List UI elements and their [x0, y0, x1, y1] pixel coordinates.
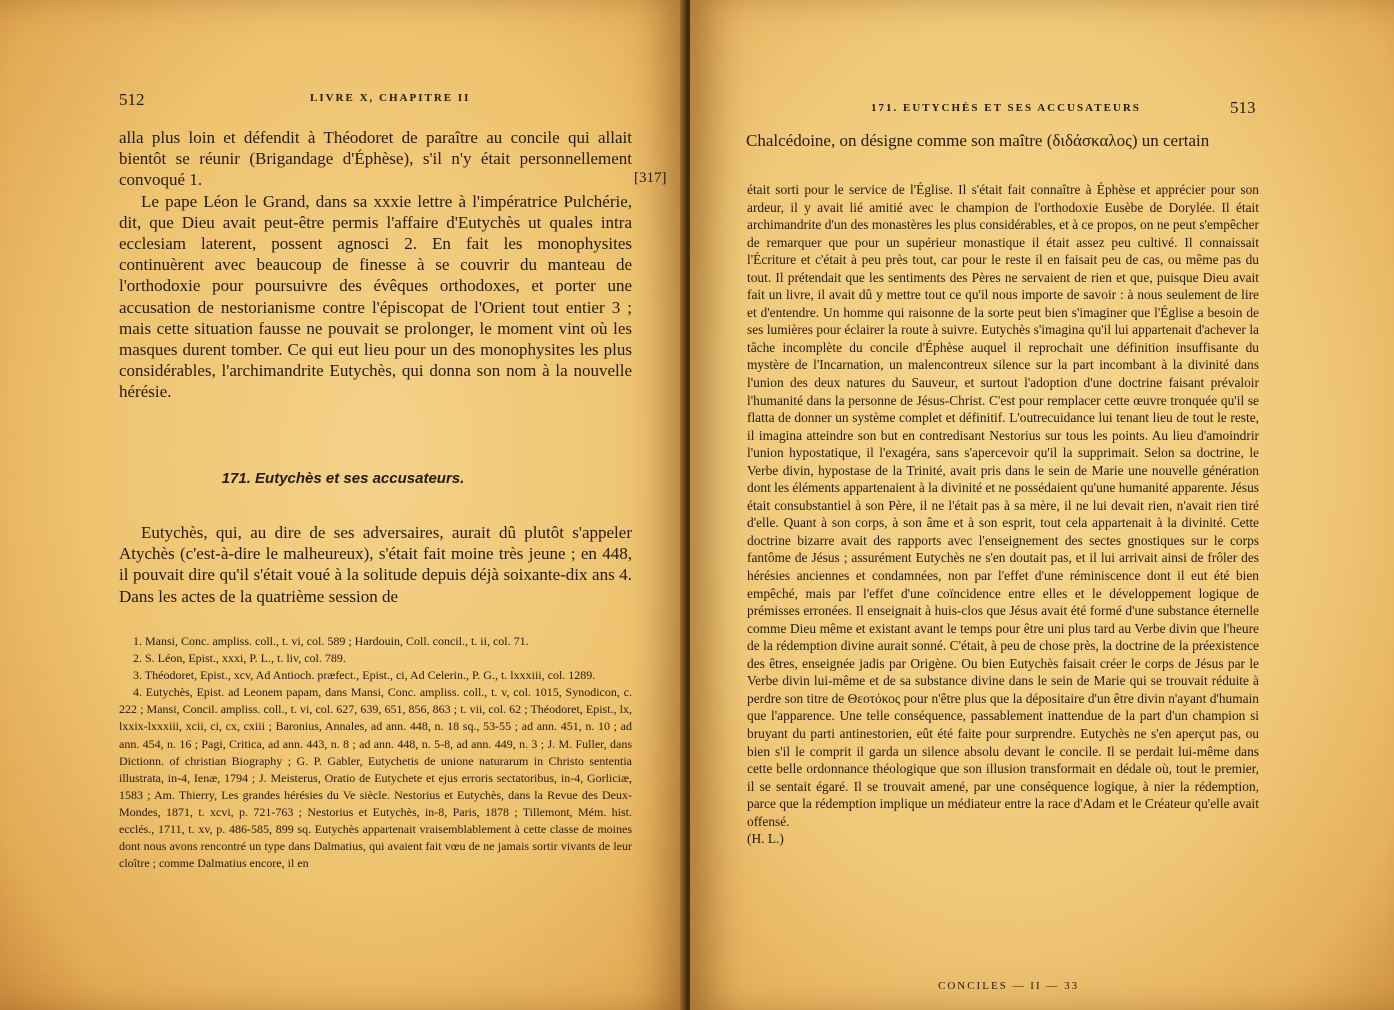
running-head: 171. EUTYCHÈS ET SES ACCUSATEURS — [871, 102, 1141, 114]
small-print-paragraph — [747, 181, 1259, 848]
author-signature: (H. L.) — [747, 831, 784, 847]
footnote-4: 4. Eutychès, Epist. ad Leonem papam, dans Mansi, Conc. ampliss. coll., t. v, col. 1015, Synodicon, c. 222 ; Mansi, Concil. ampliss. coll., t. vi, col. 627, 639, 651, 856, 863 ; t. vii, col. 62 ; Théodoret, Epist., lx, lxxix-lxxxiii, xcii, ci, cx, cxiii ; Baronius, Annales, ad ann. 448, n. 18 sq., 53-55 ; ad ann. 451, n. 10 ; ad ann. 454, n. 16 ; Pagi, Critica, ad ann. 443, n. 8 ; ad ann. 448, n. 5-8, ad ann. 449, n. 3 ; J. M. Fuller, dans Dictionn. of christian Biography ; G. P. Gabler, Eutychetis de unione naturarum in Christo sententia illustrata, in-4, Ienæ, 1794 ; J. Meisterus, Oratio de Eutychete et ejus erroris sectatoribus, in-4, Gorliciæ, 1583 ; Am. Thierry, Les grandes hérésies du Ve siècle. Nestorius et Eutychès, dans la Revue des Deux-Mondes, 1871, t. xcvi, p. 721-763 ; Nestorius et Eutychès, in-8, Paris, 1878 ; Tillemont, Mém. hist. ecclés., 1711, t. xv, p. 486-585, 899 sq. Eutychès appartenait vraisemblablement à cette classe de moines dont nous avons rencontré un type dans Dalmatius, qui avaient fait vœu de ne jamais sortir vivants de leur cloître ; comme Dalmatius encore, il en — [119, 685, 632, 871]
footnote-2: 2. S. Léon, Epist., xxxi, P. L., t. liv, col. 789. — [133, 651, 346, 666]
footnote-1: 1. Mansi, Conc. ampliss. coll., t. vi, col. 589 ; Hardouin, Coll. concil., t. ii, col. 71. — [133, 634, 529, 648]
lead-line: Chalcédoine, on désigne comme son maître (διδάσκαλος) un certain — [746, 131, 1210, 150]
paragraph-eutyches: Eutychès, qui, au dire de ses adversaires, aurait dû plutôt s'appeler Atychès (c'est-à-dire le malheureux), s'était fait moine très jeune ; en 448, il pouvait dire qu'il s'était voué à la solitude depuis déjà soixante-dix ans 4. Dans les actes de la quatrième session de — [119, 523, 632, 606]
section-title: 171. Eutychès et ses accusateurs. — [221, 470, 465, 487]
left-page — [0, 0, 686, 1010]
signature-footer: CONCILES — II — 33 — [938, 980, 1080, 992]
paragraph-leon: Le pape Léon le Grand, dans sa xxxie lettre à l'impératrice Pulchérie, dit, que Dieu avait peut-être permis l'affaire d'Eutychès ut quales intra ecclesiam laterent, possent agnosci 2. En fait les monophysites continuèrent avec beaucoup de finesse à se couvrir du manteau de l'orthodoxie pour poursuivre des évêques orthodoxes, et porter une accusation de nestorianisme contre l'épiscopat de l'Orient tout entier 3 ; mais cette situation fausse ne pouvait se prolonger, le moment vint où les masques durent tomber. Ce qui eut lieu pour un des monophysites les plus considérables, l'archimandrite Eutychès, qui donna son nom à la nouvelle hérésie. — [119, 191, 632, 402]
page-number: 512 — [119, 90, 145, 109]
running-head: LIVRE X, CHAPITRE II — [310, 92, 471, 104]
small-paragraph: était sorti pour le service de l'Église. Il s'était fait connaître à Éphèse et apprécier pour son ardeur, il y avait lié amitié avec le champion de l'orthodoxie Eusèbe de Dorylée. Il était archimandrite d'un des monastères les plus considérables, et à ce propos, on ne peut s'empêcher de remarquer que pour un supérieur monastique il était assez peu cultivé. Il connaissait l'Écriture et c'était à peu près tout, car pour le reste il en faisait peu de cas, ou même pas du tout. Il prétendait que les sentiments des Pères ne servaient de rien et que, puisque Dieu avait fait un livre, il avait dû y mettre tout ce qu'il nous importe de savoir : à nous seulement de lire et d'entendre. Un homme qui raisonne de la sorte peut bien s'imaginer que l'Église a besoin de ses lumières pour éclairer la route à suivre. Eutychès s'imagina qu'il lui appartenait d'achever la tâche incomplète du concile d'Éphèse auquel il reprochait une définition insuffisante du mystère de l'Incarnation, un malencontreux silence sur la part incombant à la divinité dans l'union des deux natures du Sauveur, et surtout l'adoption d'une doctrine faisant prévaloir l'humanité dans la personne de Jésus-Christ. C'est pour remplacer cette œuvre tronquée qu'il se flatta de donner un système complet et définitif. L'outrecuidance lui tenant lieu de tout le reste, il imagina atteindre son but en contredisant Nestorius sur tous les points. Au lieu d'amoindrir l'union hypostatique, il l'exagéra, sans s'apercevoir qu'il la supprimait. Selon sa doctrine, le Verbe divin, hypostase de la Trinité, avait pris dans le sein de Marie une nouvelle génération dont les éléments appartenaient à la divinité et ne possédaient qu'une humanité apparente. Jésus était consubstantiel à son Père, il ne l'était pas à sa mère, il ne lui devait rien, n'avait rien tiré d'elle. Quant à son corps, à son âme et à son esprit, tout cela appartenait à la divinité. Cette doctrine bizarre avait des rapports avec l'enseignement des sectes gnostiques sur le corps fantôme de Jésus ; assurément Eutychès ne s'en doutait pas, et il lui arrivait ainsi de frôler des hérésies anciennes et condamnées, non par l'effet d'une réminiscence dont il eut été bien empêché, mais par l'effet d'une coïncidence entre elles et le développement logique de prémisses erronées. Il enseignait à huis-clos que Jésus avait été formé d'une substance éternelle comme Dieu même et existant avant le temps pour être uni plus tard au Verbe divin que l'heure de la rédemption divine aurait sonné. C'était, à peu de chose près, la doctrine de la préexistence des êtres, enseignée jadis par Origène. Ou bien Eutychès faisait créer le corps de Jésus par le Verbe divin lui-même et de sa substance divine dans le sein de Marie qui se trouvait réduite à perdre son titre de Θεοτόκος pour n'être plus que la dépositaire d'un être divin n'ayant d'humain que l'apparence. Une telle conséquence, passablement inattendue de la part d'un champion si bruyant du parti antinestorien, eût été faite pour surprendre. Eutychès ne s'en aperçut pas, ou bien s'il le comprit il garda un silence absolu devant le concile. Il se perdait lui-même dans cette belle ordonnance théologique que son illusion transformait en dédale où, tout le premier, il se sentait égaré. Il se trouvait amené, par une conséquence logique, à nier la rédemption, parce que la rédemption implique un médiateur entre la race d'Adam et le Créateur qu'elle avait offensé. — [747, 182, 1259, 829]
body-text-top — [119, 127, 632, 403]
body-text-section — [119, 522, 632, 607]
margin-page-ref: [317] — [634, 170, 667, 186]
footnotes — [119, 633, 632, 872]
footnote-3: 3. Théodoret, Epist., xcv, Ad Antioch. præfect., Epist., ci, Ad Celerin., P. G., t. lxxxiii, col. 1289. — [133, 668, 596, 683]
right-page — [690, 0, 1394, 1010]
paragraph-continuation: alla plus loin et défendit à Théodoret de paraître au concile qui allait bientôt se réunir (Brigandage d'Éphèse), s'il n'y était personnellement convoqué 1. — [119, 128, 632, 190]
page-number: 513 — [1230, 98, 1256, 117]
